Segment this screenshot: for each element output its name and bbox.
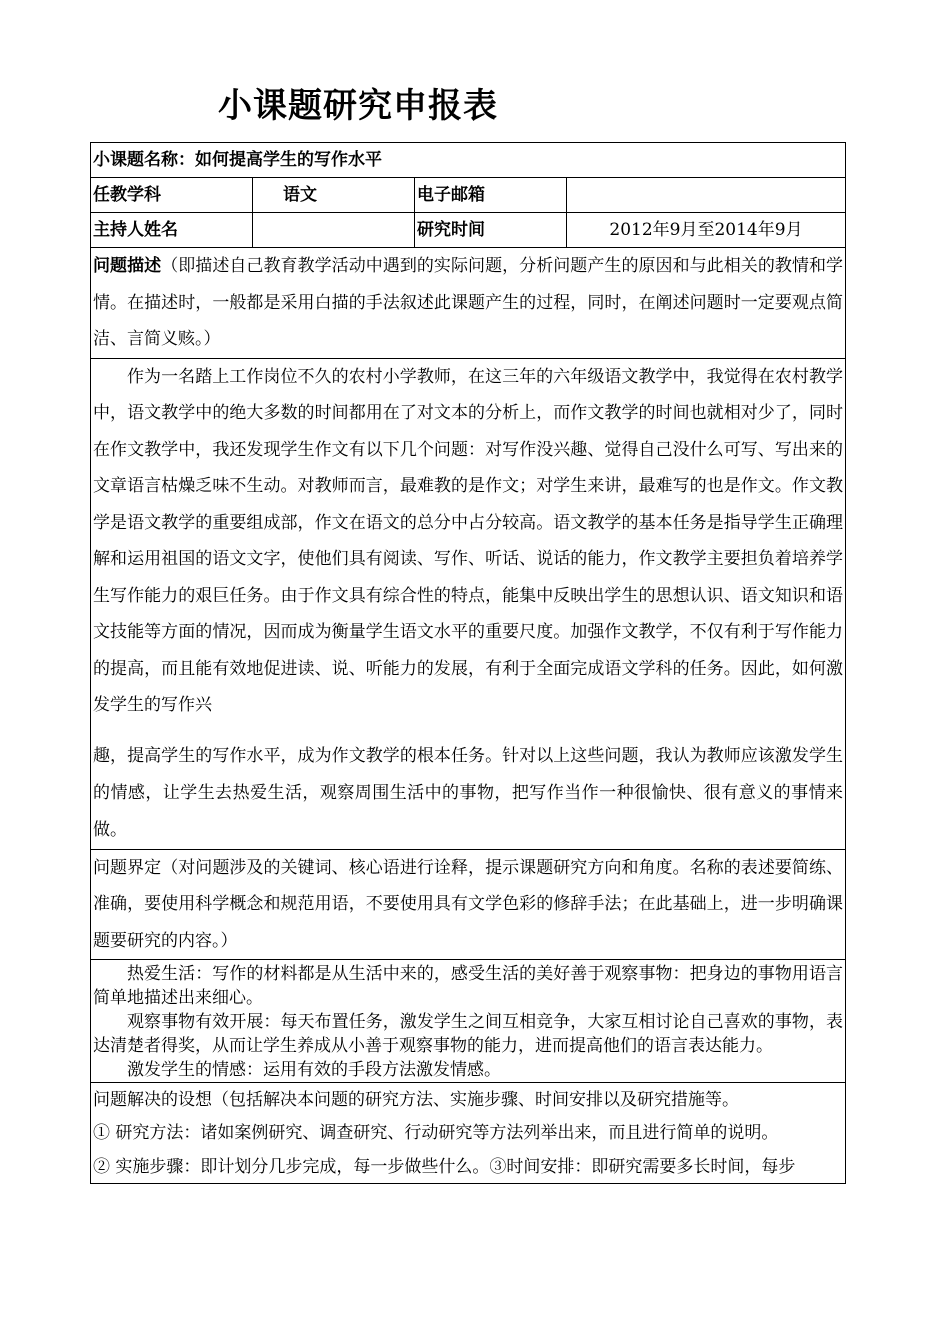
topic-cell <box>91 143 846 178</box>
solution-steps-line: ② 实施步骤：即计划分几步完成，每一步做些什么。③时间安排：即研究需要多长时间，每步 <box>93 1157 796 1177</box>
subject-value-text: 语文 <box>283 185 317 205</box>
host-value[interactable] <box>253 213 415 248</box>
problem-definition-label: 问题界定 <box>93 857 162 878</box>
solution-cell[interactable] <box>91 1083 846 1184</box>
host-period-row <box>91 213 846 248</box>
subject-value[interactable] <box>253 178 415 213</box>
definition-item: 激发学生的情感：运用有效的手段方法激发情感。 <box>127 1060 501 1080</box>
host-label: 主持人姓名 <box>91 213 253 248</box>
problem-description-label: 问题描述 <box>93 256 162 276</box>
period-label: 研究时间 <box>415 213 567 248</box>
subject-label: 任教学科 <box>91 178 253 213</box>
problem-definition-body-row <box>91 960 846 1083</box>
problem-description-guide-cell <box>91 248 846 359</box>
period-value[interactable]: 2012年9月至2014年9月 <box>567 213 846 248</box>
problem-definition-guide-row <box>91 849 846 960</box>
problem-definition-guide-cell <box>91 849 846 960</box>
problem-description-body-part2: 趣，提高学生的写作水平，成为作文教学的根本任务。针对以上这些问题，我认为教师应该激发学生的情感，让学生去热爱生活，观察周围生活中的事物，把写作当作一种很愉快、很有意义的事情来做。 <box>93 745 843 840</box>
solution-method-line: ① 研究方法：诸如案例研究、调查研究、行动研究等方法列举出来，而且进行简单的说明。 <box>93 1123 779 1143</box>
email-value[interactable] <box>567 178 846 213</box>
definition-item: 观察事物有效开展：每天布置任务，激发学生之间互相竞争，大家互相讨论自己喜欢的事物，表达清楚者得奖，从而让学生养成从小善于观察事物的能力，进而提高他们的语言表达能力。 <box>93 1012 843 1056</box>
problem-description-body-cell[interactable] <box>91 358 846 849</box>
email-label: 电子邮箱 <box>415 178 567 213</box>
problem-description-body-part1: 作为一名踏上工作岗位不久的农村小学教师，在这三年的六年级语文教学中，我觉得在农村教学中，语文教学中的绝大多数的时间都用在了对文本的分析上，而作文教学的时间也就相对少了，同时在作文教学中，我还发现学生作文有以下几个问题：对写作没兴趣、觉得自己没什么可写、写出来的文章语言枯燥乏味不生动。对教师而言，最难教的是作文；对学生来讲，最难写的也是作文。作文教学是语文教学的重要组成部，作文在语文的总分中占分较高。语文教学的基本任务是指导学生正确理解和运用祖国的语文文字，使他们具有阅读、写作、听话、说话的能力，作文教学主要担负着培养学生写作能力的艰巨任务。由于作文具有综合性的特点，能集中反映出学生的思想认识、语文知识和语文技能等方面的情况，因而成为衡量学生语文水平的重要尺度。加强作文教学，不仅有利于写作能力的提高，而且能有效地促进读、说、听能力的发展，有利于全面完成语文学科的任务。因此，如何激发学生的写作兴 <box>93 366 843 715</box>
problem-description-guide-row <box>91 248 846 359</box>
problem-definition-body-cell[interactable] <box>91 960 846 1083</box>
problem-definition-guide: （对问题涉及的关键词、核心语进行诠释，提示课题研究方向和角度。名称的表述要简练、准确，要使用科学概念和规范用语，不要使用具有文学色彩的修辞手法；在此基础上，进一步明确课题要研究的内容。） <box>93 857 843 951</box>
topic-row <box>91 143 846 178</box>
solution-row <box>91 1083 846 1184</box>
solution-heading: 问题解决的设想（包括解决本问题的研究方法、实施步骤、时间安排以及研究措施等。 <box>93 1090 739 1110</box>
definition-item: 热爱生活：写作的材料都是从生活中来的，感受生活的美好善于观察事物：把身边的事物用语言简单地描述出来细心。 <box>93 964 843 1008</box>
topic-value: 如何提高学生的写作水平 <box>195 150 382 170</box>
application-form-table <box>90 142 846 1184</box>
page-title: 小课题研究申报表 <box>218 86 498 126</box>
problem-description-guide: （即描述自己教育教学活动中遇到的实际问题，分析问题产生的原因和与此相关的教情和学情。在描述时，一般都是采用白描的手法叙述此课题产生的过程，同时，在阐述问题时一定要观点简洁、言简义赅。） <box>93 256 843 349</box>
problem-description-body-row <box>91 358 846 849</box>
topic-label: 小课题名称： <box>93 150 195 170</box>
subject-email-row <box>91 178 846 213</box>
